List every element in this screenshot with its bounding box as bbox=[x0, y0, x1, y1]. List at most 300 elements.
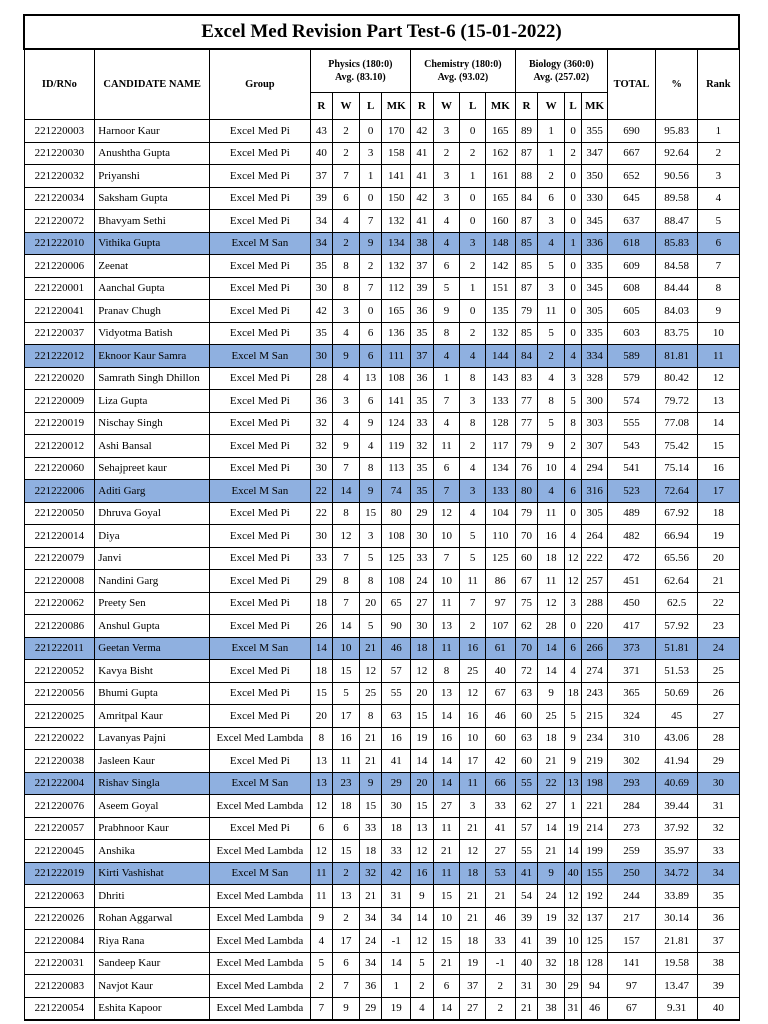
cell-rank: 5 bbox=[698, 210, 739, 233]
cell-chemistry-marks: 160 bbox=[485, 210, 515, 233]
cell-rank: 40 bbox=[698, 997, 739, 1020]
cell-chemistry-marks: 27 bbox=[485, 840, 515, 863]
cell-biology-wrong: 11 bbox=[538, 300, 565, 323]
cell-physics-right: 9 bbox=[310, 907, 333, 930]
cell-physics-wrong: 2 bbox=[333, 120, 360, 143]
cell-biology-right: 70 bbox=[515, 637, 538, 660]
cell-biology-right: 41 bbox=[515, 930, 538, 953]
cell-biology-left: 0 bbox=[564, 277, 581, 300]
cell-biology-right: 87 bbox=[515, 210, 538, 233]
cell-physics-left: 36 bbox=[359, 975, 382, 998]
cell-id: 221220079 bbox=[24, 547, 95, 570]
cell-chemistry-wrong: 5 bbox=[433, 277, 460, 300]
table-row bbox=[24, 345, 739, 368]
cell-physics-marks: 30 bbox=[382, 795, 411, 818]
cell-total: 324 bbox=[607, 705, 655, 728]
cell-chemistry-marks: 67 bbox=[485, 682, 515, 705]
cell-biology-left: 9 bbox=[564, 750, 581, 773]
cell-physics-left: 12 bbox=[359, 660, 382, 683]
cell-total: 371 bbox=[607, 660, 655, 683]
cell-biology-wrong: 2 bbox=[538, 165, 565, 188]
cell-physics-marks: 41 bbox=[382, 750, 411, 773]
cell-biology-wrong: 3 bbox=[538, 210, 565, 233]
col-header-group: Group bbox=[210, 49, 311, 120]
cell-chemistry-left: 2 bbox=[460, 615, 486, 638]
cell-chemistry-wrong: 4 bbox=[433, 345, 460, 368]
cell-chemistry-left: 4 bbox=[460, 502, 486, 525]
cell-id: 221220084 bbox=[24, 930, 95, 953]
cell-chemistry-right: 14 bbox=[411, 907, 434, 930]
cell-biology-wrong: 21 bbox=[538, 840, 565, 863]
cell-biology-marks: 219 bbox=[582, 750, 608, 773]
cell-name: Kirti Vashishat bbox=[95, 862, 210, 885]
cell-chemistry-right: 33 bbox=[411, 547, 434, 570]
cell-percent: 81.81 bbox=[656, 345, 698, 368]
cell-physics-left: 21 bbox=[359, 637, 382, 660]
physics-sub-l: L bbox=[359, 93, 382, 120]
cell-name: Anshika bbox=[95, 840, 210, 863]
cell-percent: 90.56 bbox=[656, 165, 698, 188]
cell-chemistry-wrong: 14 bbox=[433, 997, 460, 1020]
cell-chemistry-marks: 53 bbox=[485, 862, 515, 885]
table-row bbox=[24, 232, 739, 255]
cell-biology-right: 72 bbox=[515, 660, 538, 683]
cell-id: 221220020 bbox=[24, 367, 95, 390]
cell-biology-left: 10 bbox=[564, 930, 581, 953]
cell-chemistry-wrong: 2 bbox=[433, 142, 460, 165]
cell-id: 221222019 bbox=[24, 862, 95, 885]
cell-name: Saksham Gupta bbox=[95, 187, 210, 210]
cell-biology-marks: 264 bbox=[582, 525, 608, 548]
cell-id: 221220037 bbox=[24, 322, 95, 345]
table-row bbox=[24, 502, 739, 525]
cell-biology-marks: 220 bbox=[582, 615, 608, 638]
cell-group: Excel Med Lambda bbox=[210, 930, 311, 953]
cell-biology-marks: 274 bbox=[582, 660, 608, 683]
table-row bbox=[24, 997, 739, 1020]
cell-name: Diya bbox=[95, 525, 210, 548]
cell-name: Kavya Bisht bbox=[95, 660, 210, 683]
cell-physics-right: 36 bbox=[310, 390, 333, 413]
cell-chemistry-right: 36 bbox=[411, 300, 434, 323]
cell-biology-marks: 94 bbox=[582, 975, 608, 998]
cell-biology-marks: 345 bbox=[582, 277, 608, 300]
cell-rank: 19 bbox=[698, 525, 739, 548]
cell-name: Rohan Aggarwal bbox=[95, 907, 210, 930]
cell-percent: 35.97 bbox=[656, 840, 698, 863]
cell-chemistry-left: 11 bbox=[460, 772, 486, 795]
cell-biology-left: 18 bbox=[564, 952, 581, 975]
cell-physics-right: 30 bbox=[310, 457, 333, 480]
cell-biology-left: 13 bbox=[564, 772, 581, 795]
cell-chemistry-marks: 107 bbox=[485, 615, 515, 638]
cell-id: 221220030 bbox=[24, 142, 95, 165]
cell-id: 221220026 bbox=[24, 907, 95, 930]
cell-biology-marks: 335 bbox=[582, 322, 608, 345]
cell-rank: 1 bbox=[698, 120, 739, 143]
cell-rank: 2 bbox=[698, 142, 739, 165]
cell-rank: 14 bbox=[698, 412, 739, 435]
cell-physics-marks: 141 bbox=[382, 165, 411, 188]
cell-name: Priyanshi bbox=[95, 165, 210, 188]
cell-biology-marks: 288 bbox=[582, 592, 608, 615]
cell-biology-right: 79 bbox=[515, 435, 538, 458]
cell-chemistry-wrong: 14 bbox=[433, 750, 460, 773]
cell-biology-wrong: 16 bbox=[538, 525, 565, 548]
cell-physics-marks: 124 bbox=[382, 412, 411, 435]
cell-biology-right: 88 bbox=[515, 165, 538, 188]
cell-rank: 31 bbox=[698, 795, 739, 818]
cell-biology-left: 0 bbox=[564, 120, 581, 143]
cell-chemistry-right: 9 bbox=[411, 885, 434, 908]
cell-biology-right: 63 bbox=[515, 682, 538, 705]
cell-physics-right: 28 bbox=[310, 367, 333, 390]
cell-physics-left: 20 bbox=[359, 592, 382, 615]
cell-rank: 38 bbox=[698, 952, 739, 975]
cell-chemistry-left: 0 bbox=[460, 120, 486, 143]
cell-rank: 33 bbox=[698, 840, 739, 863]
cell-biology-marks: 355 bbox=[582, 120, 608, 143]
cell-id: 221220031 bbox=[24, 952, 95, 975]
cell-group: Excel Med Pi bbox=[210, 592, 311, 615]
chemistry-max-label: Chemistry (180:0) bbox=[424, 59, 502, 70]
cell-group: Excel Med Lambda bbox=[210, 840, 311, 863]
cell-group: Excel Med Pi bbox=[210, 750, 311, 773]
cell-physics-marks: 19 bbox=[382, 997, 411, 1020]
cell-total: 67 bbox=[607, 997, 655, 1020]
cell-physics-left: 3 bbox=[359, 525, 382, 548]
cell-percent: 92.64 bbox=[656, 142, 698, 165]
cell-biology-left: 14 bbox=[564, 840, 581, 863]
cell-biology-wrong: 5 bbox=[538, 255, 565, 278]
cell-total: 541 bbox=[607, 457, 655, 480]
cell-biology-left: 0 bbox=[564, 502, 581, 525]
cell-physics-left: 15 bbox=[359, 795, 382, 818]
cell-physics-wrong: 12 bbox=[333, 525, 360, 548]
cell-rank: 7 bbox=[698, 255, 739, 278]
cell-biology-right: 84 bbox=[515, 187, 538, 210]
cell-biology-left: 6 bbox=[564, 480, 581, 503]
cell-physics-marks: 65 bbox=[382, 592, 411, 615]
cell-physics-left: 7 bbox=[359, 277, 382, 300]
cell-group: Excel Med Pi bbox=[210, 277, 311, 300]
cell-chemistry-left: 3 bbox=[460, 390, 486, 413]
cell-physics-left: 29 bbox=[359, 997, 382, 1020]
cell-group: Excel Med Pi bbox=[210, 525, 311, 548]
cell-biology-left: 4 bbox=[564, 660, 581, 683]
cell-physics-right: 29 bbox=[310, 570, 333, 593]
cell-biology-marks: 199 bbox=[582, 840, 608, 863]
cell-physics-left: 21 bbox=[359, 750, 382, 773]
cell-name: Eshita Kapoor bbox=[95, 997, 210, 1020]
cell-chemistry-left: 0 bbox=[460, 187, 486, 210]
cell-biology-left: 2 bbox=[564, 435, 581, 458]
cell-biology-wrong: 2 bbox=[538, 345, 565, 368]
cell-physics-right: 43 bbox=[310, 120, 333, 143]
cell-biology-right: 41 bbox=[515, 862, 538, 885]
cell-chemistry-wrong: 10 bbox=[433, 570, 460, 593]
cell-chemistry-right: 30 bbox=[411, 525, 434, 548]
cell-name: Prabhnoor Kaur bbox=[95, 817, 210, 840]
cell-physics-left: 5 bbox=[359, 615, 382, 638]
cell-name: Harnoor Kaur bbox=[95, 120, 210, 143]
cell-biology-wrong: 11 bbox=[538, 502, 565, 525]
cell-chemistry-left: 18 bbox=[460, 862, 486, 885]
cell-id: 221222004 bbox=[24, 772, 95, 795]
cell-biology-left: 1 bbox=[564, 795, 581, 818]
cell-chemistry-wrong: 11 bbox=[433, 817, 460, 840]
cell-physics-right: 37 bbox=[310, 165, 333, 188]
cell-total: 450 bbox=[607, 592, 655, 615]
cell-group: Excel Med Lambda bbox=[210, 907, 311, 930]
cell-physics-right: 18 bbox=[310, 592, 333, 615]
cell-percent: 33.89 bbox=[656, 885, 698, 908]
col-header-physics bbox=[310, 49, 410, 93]
cell-physics-wrong: 7 bbox=[333, 547, 360, 570]
cell-biology-marks: 214 bbox=[582, 817, 608, 840]
cell-percent: 37.92 bbox=[656, 817, 698, 840]
cell-biology-right: 79 bbox=[515, 502, 538, 525]
cell-name: Jasleen Kaur bbox=[95, 750, 210, 773]
cell-biology-marks: 221 bbox=[582, 795, 608, 818]
table-row bbox=[24, 187, 739, 210]
table-row bbox=[24, 547, 739, 570]
cell-physics-right: 4 bbox=[310, 930, 333, 953]
physics-sub-mk: MK bbox=[382, 93, 411, 120]
cell-chemistry-wrong: 21 bbox=[433, 840, 460, 863]
cell-id: 221222012 bbox=[24, 345, 95, 368]
cell-chemistry-marks: 46 bbox=[485, 907, 515, 930]
cell-group: Excel Med Pi bbox=[210, 120, 311, 143]
physics-sub-r: R bbox=[310, 93, 333, 120]
cell-physics-marks: 57 bbox=[382, 660, 411, 683]
cell-rank: 9 bbox=[698, 300, 739, 323]
table-row bbox=[24, 840, 739, 863]
cell-physics-left: 15 bbox=[359, 502, 382, 525]
cell-physics-marks: 108 bbox=[382, 525, 411, 548]
table-row bbox=[24, 367, 739, 390]
cell-physics-left: 9 bbox=[359, 480, 382, 503]
cell-id: 221220022 bbox=[24, 727, 95, 750]
cell-chemistry-wrong: 8 bbox=[433, 660, 460, 683]
cell-physics-marks: 165 bbox=[382, 300, 411, 323]
cell-biology-wrong: 30 bbox=[538, 975, 565, 998]
cell-chemistry-left: 8 bbox=[460, 412, 486, 435]
cell-biology-wrong: 1 bbox=[538, 142, 565, 165]
cell-total: 373 bbox=[607, 637, 655, 660]
cell-chemistry-marks: 165 bbox=[485, 120, 515, 143]
cell-total: 293 bbox=[607, 772, 655, 795]
cell-chemistry-left: 10 bbox=[460, 727, 486, 750]
cell-chemistry-right: 35 bbox=[411, 480, 434, 503]
cell-id: 221220038 bbox=[24, 750, 95, 773]
cell-biology-left: 9 bbox=[564, 727, 581, 750]
cell-biology-marks: 300 bbox=[582, 390, 608, 413]
cell-physics-wrong: 7 bbox=[333, 457, 360, 480]
cell-total: 543 bbox=[607, 435, 655, 458]
table-row bbox=[24, 907, 739, 930]
cell-physics-wrong: 8 bbox=[333, 570, 360, 593]
cell-name: Samrath Singh Dhillon bbox=[95, 367, 210, 390]
cell-physics-wrong: 8 bbox=[333, 502, 360, 525]
cell-biology-wrong: 10 bbox=[538, 457, 565, 480]
cell-id: 221220060 bbox=[24, 457, 95, 480]
cell-group: Excel Med Pi bbox=[210, 210, 311, 233]
cell-name: Nandini Garg bbox=[95, 570, 210, 593]
cell-biology-left: 4 bbox=[564, 525, 581, 548]
cell-biology-wrong: 4 bbox=[538, 232, 565, 255]
cell-biology-wrong: 1 bbox=[538, 120, 565, 143]
col-header-chemistry bbox=[411, 49, 516, 93]
cell-chemistry-left: 16 bbox=[460, 705, 486, 728]
cell-chemistry-wrong: 11 bbox=[433, 862, 460, 885]
cell-chemistry-right: 32 bbox=[411, 435, 434, 458]
table-row bbox=[24, 862, 739, 885]
cell-total: 589 bbox=[607, 345, 655, 368]
cell-chemistry-marks: -1 bbox=[485, 952, 515, 975]
cell-chemistry-marks: 133 bbox=[485, 480, 515, 503]
cell-physics-left: 6 bbox=[359, 345, 382, 368]
cell-biology-wrong: 28 bbox=[538, 615, 565, 638]
cell-biology-left: 19 bbox=[564, 817, 581, 840]
chemistry-avg-label: Avg. (93.02) bbox=[437, 72, 489, 83]
cell-biology-wrong: 24 bbox=[538, 885, 565, 908]
cell-biology-wrong: 6 bbox=[538, 187, 565, 210]
cell-chemistry-wrong: 8 bbox=[433, 322, 460, 345]
cell-name: Bhumi Gupta bbox=[95, 682, 210, 705]
cell-id: 221220057 bbox=[24, 817, 95, 840]
cell-chemistry-left: 16 bbox=[460, 637, 486, 660]
cell-name: Anshul Gupta bbox=[95, 615, 210, 638]
cell-physics-wrong: 17 bbox=[333, 930, 360, 953]
cell-chemistry-wrong: 12 bbox=[433, 502, 460, 525]
cell-chemistry-right: 35 bbox=[411, 390, 434, 413]
cell-biology-left: 40 bbox=[564, 862, 581, 885]
cell-physics-right: 12 bbox=[310, 795, 333, 818]
cell-physics-wrong: 15 bbox=[333, 840, 360, 863]
cell-biology-wrong: 5 bbox=[538, 322, 565, 345]
cell-percent: 84.03 bbox=[656, 300, 698, 323]
cell-id: 221220008 bbox=[24, 570, 95, 593]
cell-rank: 12 bbox=[698, 367, 739, 390]
cell-rank: 39 bbox=[698, 975, 739, 998]
cell-chemistry-marks: 128 bbox=[485, 412, 515, 435]
cell-chemistry-right: 29 bbox=[411, 502, 434, 525]
cell-physics-wrong: 4 bbox=[333, 367, 360, 390]
cell-id: 221220056 bbox=[24, 682, 95, 705]
cell-physics-wrong: 2 bbox=[333, 907, 360, 930]
cell-biology-wrong: 19 bbox=[538, 907, 565, 930]
cell-chemistry-right: 42 bbox=[411, 187, 434, 210]
cell-group: Excel Med Pi bbox=[210, 547, 311, 570]
cell-chemistry-wrong: 3 bbox=[433, 165, 460, 188]
cell-percent: 75.14 bbox=[656, 457, 698, 480]
cell-chemistry-left: 2 bbox=[460, 255, 486, 278]
cell-chemistry-marks: 33 bbox=[485, 795, 515, 818]
table-row bbox=[24, 435, 739, 458]
cell-biology-marks: 303 bbox=[582, 412, 608, 435]
cell-rank: 11 bbox=[698, 345, 739, 368]
cell-chemistry-right: 16 bbox=[411, 862, 434, 885]
cell-percent: 57.92 bbox=[656, 615, 698, 638]
cell-biology-left: 0 bbox=[564, 300, 581, 323]
biology-max-label: Biology (360:0) bbox=[528, 59, 594, 70]
biology-sub-mk: MK bbox=[582, 93, 608, 120]
cell-physics-right: 40 bbox=[310, 142, 333, 165]
cell-total: 217 bbox=[607, 907, 655, 930]
table-row bbox=[24, 142, 739, 165]
cell-physics-marks: 112 bbox=[382, 277, 411, 300]
cell-chemistry-wrong: 10 bbox=[433, 907, 460, 930]
table-row bbox=[24, 480, 739, 503]
results-table bbox=[23, 14, 740, 1021]
cell-name: Anushtha Gupta bbox=[95, 142, 210, 165]
cell-physics-left: 7 bbox=[359, 210, 382, 233]
cell-biology-right: 77 bbox=[515, 412, 538, 435]
cell-total: 609 bbox=[607, 255, 655, 278]
cell-id: 221220052 bbox=[24, 660, 95, 683]
cell-physics-wrong: 8 bbox=[333, 277, 360, 300]
cell-chemistry-wrong: 13 bbox=[433, 615, 460, 638]
cell-name: Vidyotma Batish bbox=[95, 322, 210, 345]
cell-total: 608 bbox=[607, 277, 655, 300]
cell-chemistry-right: 15 bbox=[411, 705, 434, 728]
cell-physics-right: 26 bbox=[310, 615, 333, 638]
table-row bbox=[24, 885, 739, 908]
cell-biology-marks: 137 bbox=[582, 907, 608, 930]
table-row bbox=[24, 930, 739, 953]
cell-group: Excel Med Lambda bbox=[210, 727, 311, 750]
cell-physics-marks: 108 bbox=[382, 570, 411, 593]
cell-group: Excel M San bbox=[210, 345, 311, 368]
cell-group: Excel Med Pi bbox=[210, 570, 311, 593]
cell-name: Amritpal Kaur bbox=[95, 705, 210, 728]
cell-biology-left: 0 bbox=[564, 187, 581, 210]
cell-biology-marks: 307 bbox=[582, 435, 608, 458]
cell-rank: 32 bbox=[698, 817, 739, 840]
biology-sub-r: R bbox=[515, 93, 538, 120]
cell-physics-left: 5 bbox=[359, 547, 382, 570]
cell-chemistry-left: 18 bbox=[460, 930, 486, 953]
cell-biology-right: 76 bbox=[515, 457, 538, 480]
cell-biology-marks: 305 bbox=[582, 502, 608, 525]
cell-biology-right: 40 bbox=[515, 952, 538, 975]
cell-chemistry-left: 0 bbox=[460, 210, 486, 233]
cell-biology-right: 70 bbox=[515, 525, 538, 548]
cell-biology-wrong: 32 bbox=[538, 952, 565, 975]
cell-percent: 80.42 bbox=[656, 367, 698, 390]
cell-biology-marks: 215 bbox=[582, 705, 608, 728]
cell-percent: 13.47 bbox=[656, 975, 698, 998]
cell-rank: 20 bbox=[698, 547, 739, 570]
cell-chemistry-marks: 125 bbox=[485, 547, 515, 570]
cell-percent: 30.14 bbox=[656, 907, 698, 930]
cell-biology-wrong: 25 bbox=[538, 705, 565, 728]
cell-chemistry-right: 12 bbox=[411, 840, 434, 863]
cell-total: 417 bbox=[607, 615, 655, 638]
cell-physics-marks: 42 bbox=[382, 862, 411, 885]
cell-name: Geetan Verma bbox=[95, 637, 210, 660]
cell-group: Excel Med Pi bbox=[210, 142, 311, 165]
cell-physics-right: 14 bbox=[310, 637, 333, 660]
cell-id: 221220006 bbox=[24, 255, 95, 278]
cell-biology-marks: 345 bbox=[582, 210, 608, 233]
cell-percent: 84.44 bbox=[656, 277, 698, 300]
cell-group: Excel Med Pi bbox=[210, 412, 311, 435]
biology-avg-label: Avg. (257.02) bbox=[533, 72, 590, 83]
cell-id: 221220072 bbox=[24, 210, 95, 233]
cell-physics-marks: 111 bbox=[382, 345, 411, 368]
